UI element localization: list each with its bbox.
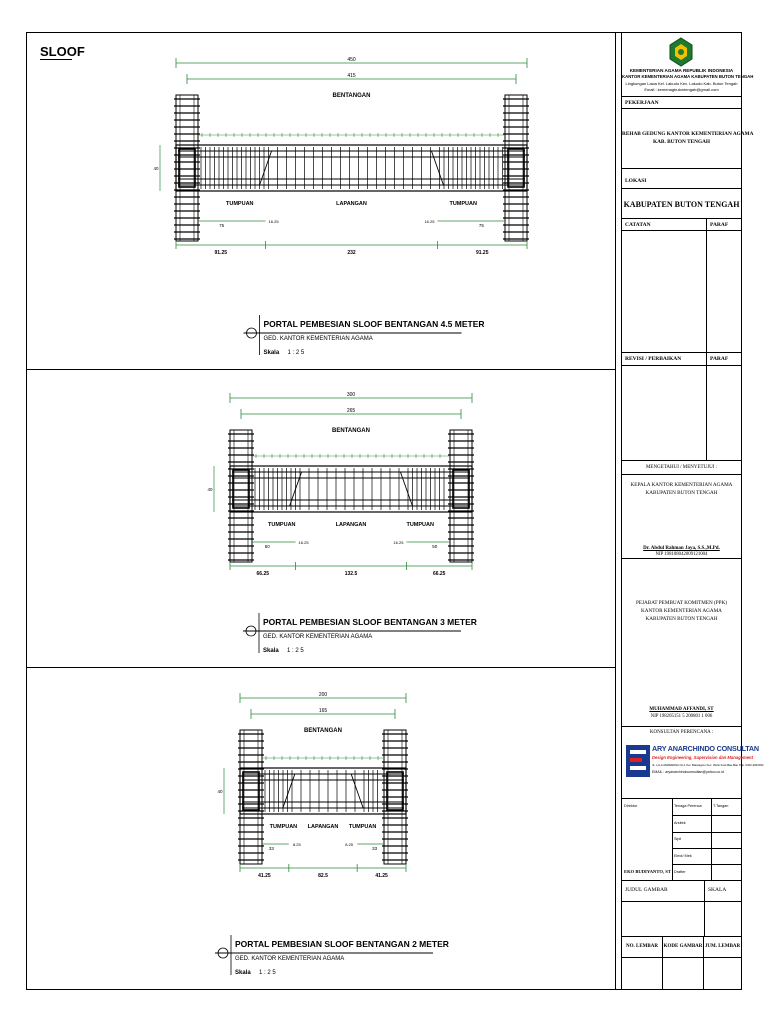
ministry-address: Lingkungan Lawa Kel. Lakudo Kec. Lakudo Kab. Buton Tengah — [625, 81, 738, 86]
sloof-diagram-svg — [27, 668, 616, 990]
lokasi-value: KABUPATEN BUTON TENGAH — [623, 200, 740, 209]
catatan-label: CATATAN — [625, 222, 651, 228]
grid-divider-2 — [711, 799, 712, 881]
lokasi-label-row — [622, 169, 741, 189]
beam-outline — [230, 466, 472, 512]
ttd-label: T.Tangan — [713, 804, 729, 808]
pekerjaan-label-row — [622, 97, 741, 109]
bent-bar — [431, 151, 443, 185]
revisi-body-row — [622, 366, 741, 461]
scale-value: 1 : 2 5 — [259, 970, 276, 976]
drawing-title: PORTAL PEMBESIAN SLOOF BENTANGAN 2 METER — [235, 939, 449, 949]
konsultan-tagline: Design Engineering, Supervision dan Management — [652, 755, 753, 760]
zone-label-mid: LAPANGAN — [307, 824, 339, 830]
konsultan-name: ARY ANARCHINDO CONSULTAN — [652, 744, 759, 753]
judul-divider — [704, 881, 705, 937]
span-label: BENTANGAN — [304, 728, 342, 734]
beam-outline — [176, 145, 527, 191]
konsultan-logo-icon — [625, 744, 651, 778]
zone-label-left: TUMPUAN — [269, 824, 298, 830]
skala-label: SKALA — [708, 887, 727, 893]
span-label: BENTANGAN — [332, 428, 370, 434]
title-block — [621, 32, 764, 990]
scale-label: Skala — [263, 350, 280, 356]
bent-bar — [260, 151, 272, 185]
personnel-grid — [622, 799, 741, 881]
pekerjaan-label: PEKERJAAN — [625, 100, 659, 106]
judul-row — [622, 881, 741, 937]
drawing-subtitle: GED. KANTOR KEMENTERIAN AGAMA — [263, 336, 373, 342]
drafter-label: Drafter — [674, 870, 686, 874]
drawing-subtitle: GED. KANTOR KEMENTERIAN AGAMA — [263, 634, 373, 640]
zone-label-mid: LAPANGAN — [335, 522, 367, 528]
ministry-line-2: KANTOR KEMENTERIAN AGAMA KABUPATEN BUTON TENGAH — [622, 74, 754, 79]
drawing-panel-2m — [26, 667, 616, 990]
dim-axis-label: 415 — [347, 73, 356, 79]
dim-bottom-mid: 82.5 — [318, 873, 328, 879]
dim-height-label: 40 — [207, 487, 213, 492]
zone-label-mid: LAPANGAN — [336, 201, 367, 207]
paraf-label-1: PARAF — [710, 222, 729, 228]
ppk-title-3: KABUPATEN BUTON TENGAH — [645, 616, 718, 622]
catatan-header-row — [622, 219, 741, 231]
dim-aux-left: 8.25 — [292, 842, 301, 847]
lembar-hline — [622, 957, 741, 958]
column-bars — [234, 430, 248, 562]
dim-small-right: 50 — [432, 544, 438, 549]
column-bars — [454, 430, 468, 562]
dim-total-label: 200 — [318, 692, 328, 698]
title-block-header — [622, 33, 754, 97]
dim-small-left: 33 — [268, 846, 274, 851]
dim-bottom-right: 91.25 — [475, 250, 489, 256]
bent-bar — [351, 774, 363, 808]
paraf-divider — [706, 219, 707, 461]
dim-bottom-left: 91.25 — [214, 250, 228, 256]
sloof-diagram-svg — [27, 370, 616, 668]
ministry-logo-icon — [622, 35, 741, 69]
direktur-label: Direktur — [624, 804, 638, 808]
scale-value: 1 : 2 5 — [287, 350, 305, 356]
paraf-label-2: PARAF — [710, 356, 729, 362]
dim-total-label: 300 — [346, 392, 356, 398]
drawing-subtitle: GED. KANTOR KEMENTERIAN AGAMA — [235, 956, 345, 962]
dim-bottom-right: 66.25 — [432, 571, 446, 577]
zone-label-left: TUMPUAN — [226, 201, 254, 207]
dim-aux-left: 16.25 — [268, 219, 279, 224]
bent-bar — [283, 774, 295, 808]
pekerjaan-value-row — [622, 109, 754, 169]
mengetahui-row — [622, 461, 741, 475]
scale-label: Skala — [235, 970, 251, 976]
no-lembar-label: NO. LEMBAR — [626, 944, 658, 949]
arsitek-label: Arsitek — [674, 821, 686, 825]
kepala-title-2: KABUPATEN BUTON TENGAH — [645, 490, 718, 496]
span-label: BENTANGAN — [332, 93, 371, 99]
konsultan-email: EMAIL : aryanarchindoconsultan@yahoo.co.id — [652, 770, 724, 774]
lembar-row — [622, 937, 741, 989]
judul-label: JUDUL GAMBAR — [625, 887, 668, 893]
ppk-row — [622, 559, 741, 727]
ppk-title-1: PEJABAT PEMBUAT KOMITMEN (PPK) — [635, 600, 728, 606]
tenaga-label: Tenaga Perenca — [674, 804, 702, 808]
konsultan-label: KONSULTAN PERENCANA : — [649, 730, 714, 735]
sloof-diagram-svg — [27, 33, 616, 370]
dim-bottom-mid: 232 — [347, 250, 356, 256]
dim-small-right: 75 — [478, 223, 484, 228]
ppk-nip: NIP 198205151 5 200801 1 006 — [650, 714, 713, 719]
kepala-title-1: KEPALA KANTOR KEMENTERIAN AGAMA — [630, 482, 733, 488]
dim-axis-label: 265 — [346, 408, 356, 414]
dim-aux-right: 16.25 — [424, 219, 435, 224]
dim-bottom-left: 41.25 — [258, 873, 271, 879]
drawing-panel-3m — [26, 369, 616, 668]
drawing-title: PORTAL PEMBESIAN SLOOF BENTANGAN 3 METER — [263, 617, 477, 627]
grid-hline-3 — [672, 848, 741, 849]
column-bars — [180, 95, 194, 241]
kode-gambar-label: KODE GAMBAR — [663, 944, 703, 949]
revisi-label: REVISI / PERBAIKAN — [625, 356, 682, 362]
mengetahui-label: MENGETAHUI / MENYETUJUI : — [645, 465, 718, 470]
grid-hline-4 — [672, 864, 741, 865]
kepala-name: Dr. Abdul Rahman Jaya, S.S.,M.Pd. — [643, 546, 720, 551]
konsultan-address: JL. H.LA ANDEMANA No.1 Kel. Bataraguru Kec. Wolio Kota Bau-Bau Telp. 0402-2823032 — [652, 763, 764, 767]
ministry-email: Email : kemenagbutontengah@gmail.com — [644, 87, 719, 92]
dim-aux-right: 8.25 — [345, 842, 354, 847]
ministry-line-1: KEMENTERIAN AGAMA REPUBLIK INDONESIA — [629, 68, 734, 73]
catatan-body-row — [622, 231, 741, 353]
dim-aux-left: 16.25 — [298, 540, 309, 545]
dim-bottom-right: 41.25 — [375, 873, 388, 879]
pekerjaan-value-1: REHAB GEDUNG KANTOR KEMENTERIAN AGAMA — [622, 131, 754, 137]
direktur-name: EKO BUDIYANTO, ST — [624, 869, 671, 874]
dim-aux-right: 16.25 — [393, 540, 404, 545]
dim-small-right: 33 — [372, 846, 378, 851]
scale-label: Skala — [263, 648, 279, 654]
zone-label-right: TUMPUAN — [406, 522, 434, 528]
revisi-header-row — [622, 353, 741, 366]
column-bars — [509, 95, 523, 241]
dim-height-label: 40 — [153, 166, 159, 171]
lokasi-value-row — [622, 189, 741, 219]
kepala-row — [622, 475, 741, 559]
lokasi-label: LOKASI — [625, 178, 647, 184]
grid-divider-1 — [672, 799, 673, 881]
dim-small-left: 50 — [264, 544, 270, 549]
zone-label-left: TUMPUAN — [268, 522, 296, 528]
sipil-label: Sipil — [674, 837, 682, 841]
konsultan-label-row — [622, 727, 741, 739]
kepala-nip: NIP 198108042009121004 — [655, 552, 708, 557]
grid-hline-2 — [672, 832, 741, 833]
judul-hline — [622, 901, 741, 902]
zone-label-right: TUMPUAN — [449, 201, 477, 207]
dim-total-label: 450 — [347, 57, 356, 63]
scale-value: 1 : 2 5 — [287, 648, 304, 654]
dim-height-label: 40 — [217, 789, 223, 794]
drawing-title: PORTAL PEMBESIAN SLOOF BENTANGAN 4.5 METER — [263, 319, 485, 329]
elek-label: Elect/ Mek — [674, 854, 692, 858]
dim-axis-label: 165 — [318, 708, 328, 714]
dim-bottom-left: 66.25 — [256, 571, 270, 577]
zone-label-right: TUMPUAN — [348, 824, 377, 830]
dim-bottom-mid: 132.5 — [344, 571, 358, 577]
sheet-title: SLOOF — [40, 44, 85, 59]
drawing-panel-4-5m — [26, 32, 616, 370]
ppk-title-2: KANTOR KEMENTERIAN AGAMA — [641, 608, 722, 614]
jum-lembar-label: JUM. LEMBAR — [704, 944, 741, 949]
bent-bar — [400, 472, 412, 506]
dim-small-left: 75 — [219, 223, 225, 228]
ppk-name: MUHAMMAD AFFANDI, ST — [649, 707, 714, 712]
pekerjaan-value-2: KAB. BUTON TENGAH — [652, 139, 711, 145]
konsultan-logo-row — [622, 739, 764, 799]
grid-hline-1 — [672, 815, 741, 816]
